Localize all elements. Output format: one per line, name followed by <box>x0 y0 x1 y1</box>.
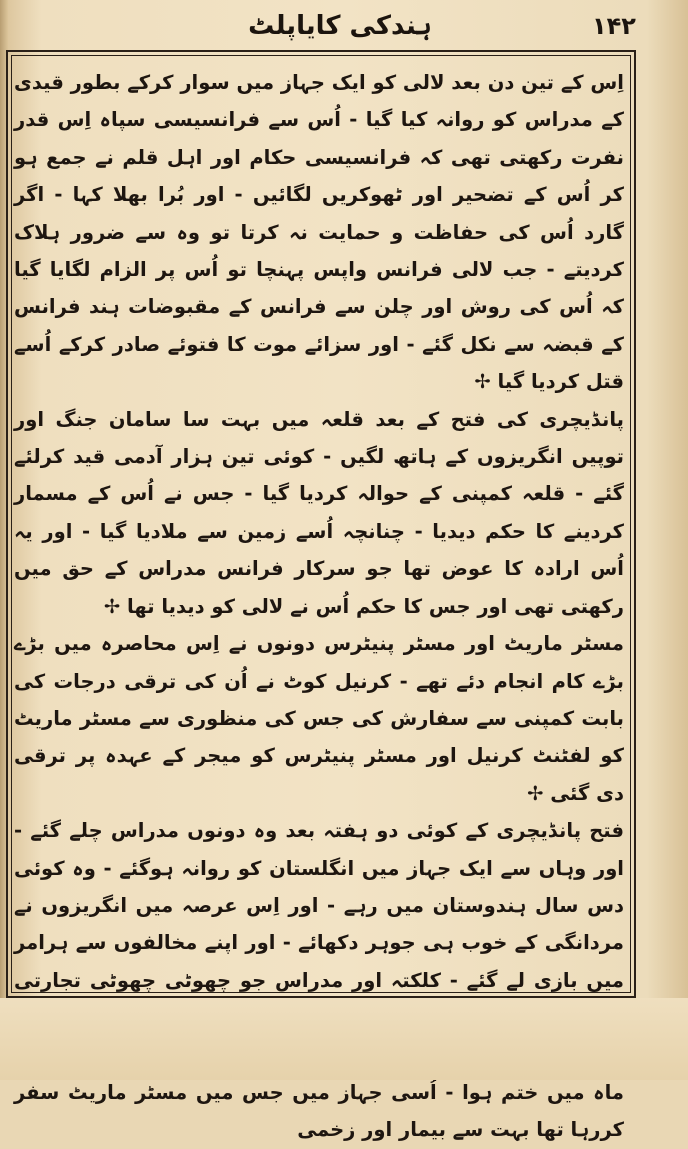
paragraph-4: فتح پانڈیچری کے کوئی دو ہفتہ بعد وہ دونوں مدراس چلے گئے - اور وہاں سے ایک جہاز میں انگلستان کو روانہ ہوگئے - وہ کوئی دس سال ہندوستان میں رہے - اور اِس عرصہ میں انگریزوں نے مردانگی کے خوب ہی جوہر دکھائے - اور اپنے مخالفوں سے ہرامر میں بازی لے گئے - کلکتہ اور مدراس جو چھوٹی چھوٹی تجارتی <box>14 819 624 992</box>
paragraph-5: ماہ میں ختم ہوا - اُسی جہاز میں جس میں مسٹر ماریٹ سفر کررہا تھا بہت سے بیمار اور زخمی <box>14 1080 624 1142</box>
body-text-block <box>14 64 624 1149</box>
paragraph-3: مسٹر ماریٹ اور مسٹر پنیٹرس دونوں نے اِس محاصرہ میں بڑے بڑے کام انجام دئے تھے - کرنیل کوٹ نے اُن کی ترقی درجات کی بابت کمپنی سے سفارش کی جس کی منظوری سے مسٹر ماریٹ کو لفٹنٹ کرنیل اور مسٹر پنیٹرس کو میجر کے عہدہ پر ترقی دی گئی ✢ <box>14 632 624 805</box>
paragraph-2: پانڈیچری کی فتح کے بعد قلعہ میں بہت سا سامان جنگ اور توپیں انگریزوں کے ہاتھ لگیں - کوئی تین ہزار آدمی قید کرلئے گئے - قلعہ کمپنی کے حوالہ کردیا گیا - جس نے اُس کے مسمار کردینے کا حکم دیدیا - چنانچہ اُسے زمین سے ملادیا گیا - اور یہ اُس ارادہ کا عوض تھا جو سرکار فرانس مدراس کے حق میں رکھتی تھی اور جس کا حکم اُس نے لالی کو دیدیا تھا ✢ <box>14 407 624 618</box>
page-number: ۱۴۲ <box>592 12 636 40</box>
page-bottom-margin <box>0 998 688 1080</box>
paragraph-1: اِس کے تین دن بعد لالی کو ایک جہاز میں سوار کرکے بطور قیدی کے مدراس کو روانہ کیا گیا - اُس سے فرانسیسی سپاہ اِس قدر نفرت رکھتی تھی کہ فرانسیسی حکام اور اہل قلم نے جمع ہو کر اُس کے تضحیر اور ٹھوکریں لگائیں - اور بُرا بھلا کہا - اگر گارد اُس کی حفاظت و حمایت نہ کرتا تو وہ سے ضرور ہلاک کردیتے - جب لالی فرانس واپس پہنچا تو اُس پر الزام لگایا گیا کہ اُس کی روش اور چلن سے فرانس کے مقبوضات ہند فرانس کے قبضہ سے نکل گئے - اور سزائے موت کا فتوئے صادر کرکے اُسے قتل کردیا گیا ✢ <box>14 71 624 394</box>
running-header-title: ہندکی کایاپلٹ <box>248 11 432 41</box>
